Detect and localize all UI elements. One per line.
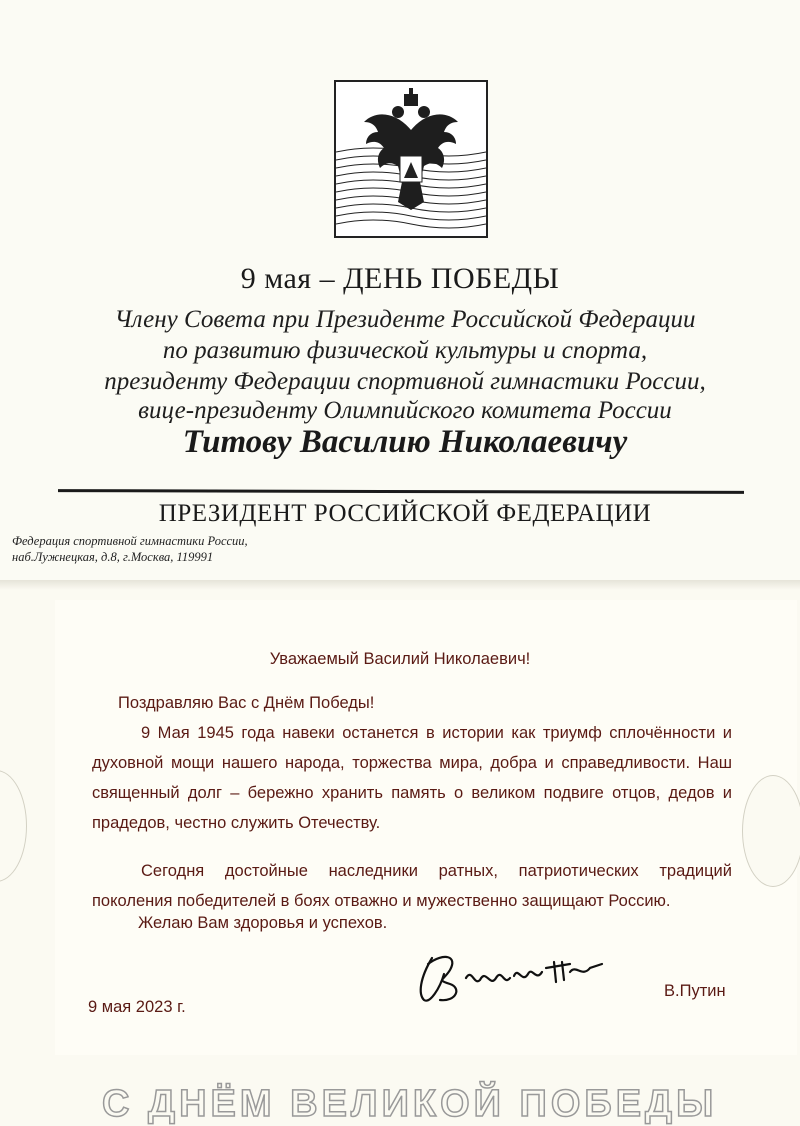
letter-greeting: Уважаемый Василий Николаевич! bbox=[269, 650, 531, 668]
letter-paragraph: 9 Мая 1945 года навеки останется в истории как триумф сплочённости и духовной мощи нашего народа, торжества мира, добра и справедливости. Наш священный долг – бережно хранить память о великом подвиге отцов, дедов и прадедов, честно служить Отечеству. bbox=[92, 724, 732, 832]
letter-congrats: Поздравляю Вас с Днём Победы! bbox=[118, 694, 375, 712]
card-slot-right bbox=[742, 775, 800, 887]
card-slot-left bbox=[0, 770, 27, 882]
sender-title: ПРЕЗИДЕНТ РОССИЙСКОЙ ФЕДЕРАЦИИ bbox=[158, 500, 652, 527]
letter-paragraph: Сегодня достойные наследники ратных, патриотических традиций поколения победителей в боях отважно и мужественно защищают Россию. bbox=[92, 862, 732, 910]
return-address bbox=[12, 533, 248, 565]
return-address-line: наб.Лужнецкая, д.8, г.Москва, 119991 bbox=[12, 550, 214, 564]
addressee-line: по развитию физической культуры и спорта, bbox=[162, 337, 648, 364]
signature-icon bbox=[410, 938, 610, 1008]
letter-date: 9 мая 2023 г. bbox=[88, 998, 186, 1016]
addressee-line: президенту Федерации спортивной гимнастики России, bbox=[104, 368, 706, 395]
return-address-line: Федерация спортивной гимнастики России, bbox=[12, 534, 248, 548]
addressee-line: вице-президенту Олимпийского комитета России bbox=[138, 397, 672, 424]
footer-banner-text: С ДНЁМ ВЕЛИКОЙ ПОБЕДЫ bbox=[102, 1083, 718, 1125]
headline: 9 мая – ДЕНЬ ПОБЕДЫ bbox=[240, 262, 560, 295]
signer-name: В.Путин bbox=[664, 982, 726, 1000]
addressee-line: Члену Совета при Президенте Российской Федерации bbox=[114, 306, 696, 333]
envelope-edge bbox=[0, 580, 800, 590]
letter-wish: Желаю Вам здоровья и успехов. bbox=[138, 914, 388, 932]
coat-of-arms-icon bbox=[334, 80, 488, 238]
recipient-name: Титову Василию Николаевичу bbox=[182, 424, 628, 460]
